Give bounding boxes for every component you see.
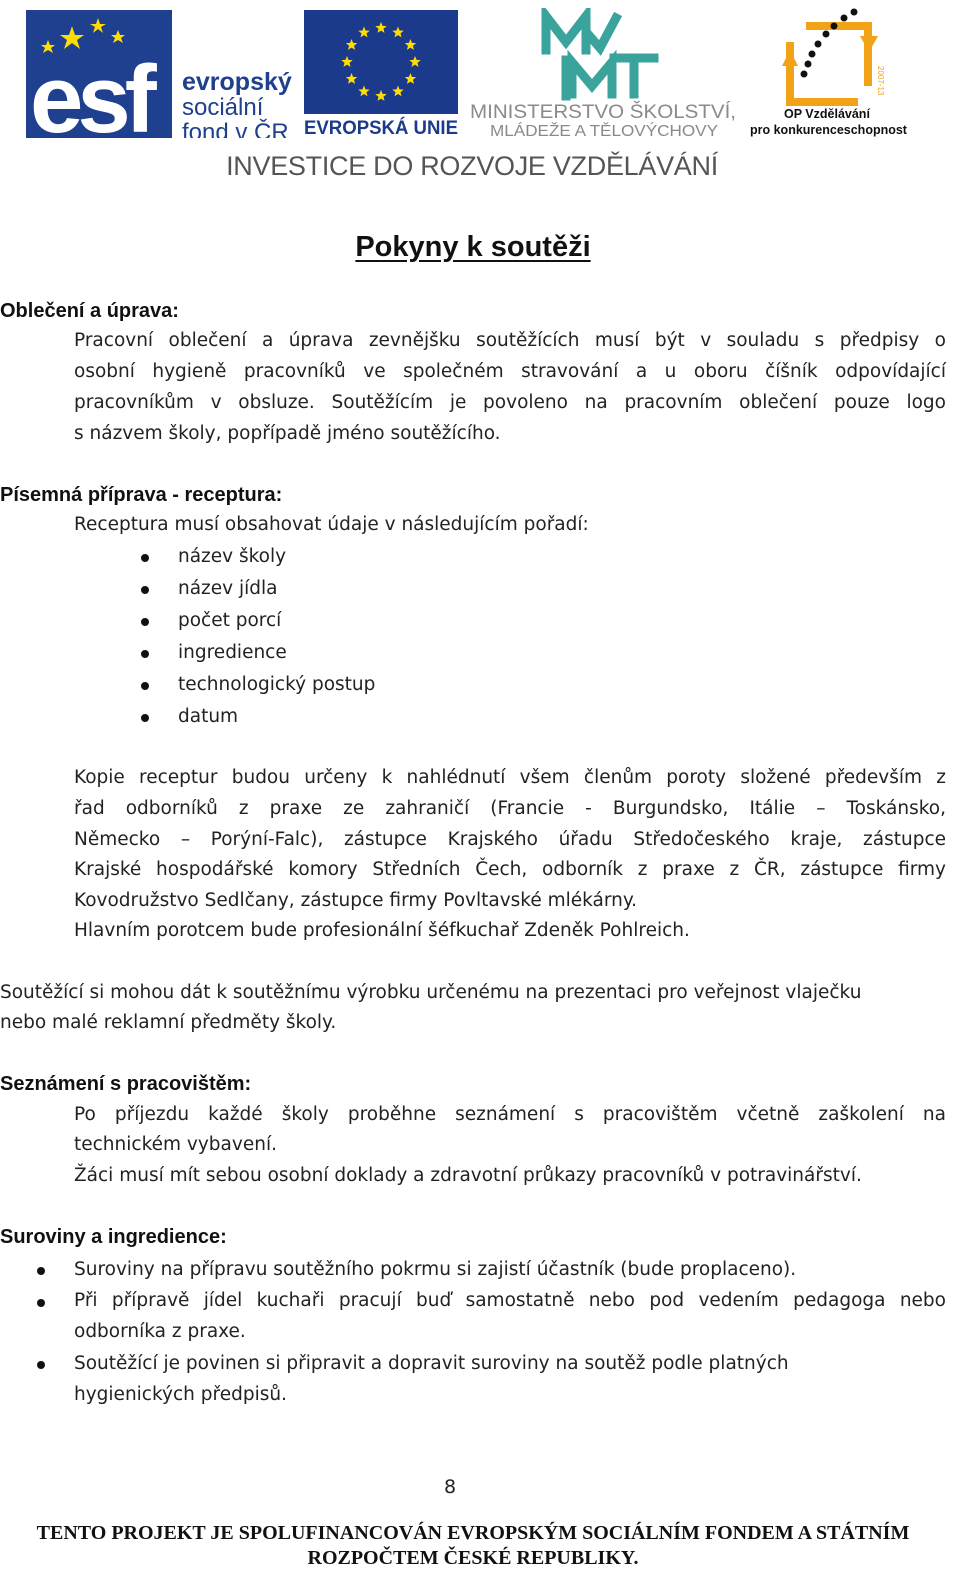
- msmt-logo: [468, 8, 742, 138]
- op-line1: OP Vzdělávání: [784, 107, 870, 121]
- bullet-icon: [37, 1267, 45, 1275]
- list-item: Suroviny na přípravu soutěžního pokrmu si zajistí účastník (bude proplaceno).: [74, 1259, 797, 1280]
- investice-banner: INVESTICE DO ROZVOJE VZDĚLÁVÁNÍ: [226, 151, 718, 181]
- list-item-continuation: odborníka z praxe.: [74, 1321, 246, 1342]
- op-logo-graphic: [748, 6, 920, 138]
- paragraph-line: nebo malé reklamní předměty školy.: [0, 1012, 337, 1033]
- paragraph-line: Kovodružstvo Sedlčany, zástupce firmy Povltavské mlékárny.: [74, 890, 638, 911]
- esf-line2: sociální: [182, 94, 264, 121]
- page-title-text: Pokyny k soutěži: [355, 231, 591, 263]
- msmt-logo-graphic: [468, 8, 742, 138]
- paragraph-line: Po příjezdu každé školy proběhne seznámení s pracovištěm včetně zaškolení na: [74, 1104, 946, 1125]
- eu-logo: [304, 10, 458, 138]
- bullet-icon: [37, 1299, 45, 1307]
- op-logo: [748, 6, 920, 138]
- esf-logo: [26, 10, 292, 138]
- bullet-icon: [141, 682, 149, 690]
- footer-line: ROZPOČTEM ČESKÉ REPUBLIKY.: [307, 1547, 639, 1569]
- list-item: Soutěžící je povinen si připravit a dopravit suroviny na soutěž podle platných: [74, 1353, 789, 1374]
- list-item: název jídla: [178, 578, 278, 599]
- page-number: 8: [443, 1476, 457, 1498]
- bullet-icon: [141, 714, 149, 722]
- section-heading-obleceni: Oblečení a úprava:: [0, 300, 179, 322]
- op-line2: pro konkurenceschopnost: [750, 123, 907, 137]
- paragraph-line: Německo – Porýní-Falc), zástupce Krajského úřadu Středočeského kraje, zástupce: [74, 829, 946, 850]
- section-heading-suroviny: Suroviny a ingredience:: [0, 1226, 227, 1248]
- list-item: technologický postup: [178, 674, 376, 695]
- msmt-line1: MINISTERSTVO ŠKOLSTVÍ,: [470, 102, 716, 123]
- esf-line1: evropský: [182, 68, 292, 96]
- section-heading-seznameni: Seznámení s pracovištěm:: [0, 1073, 252, 1095]
- paragraph-line: pracovníkům v obsluze. Soutěžícím je povoleno na pracovním oblečení pouze logo: [74, 392, 946, 413]
- paragraph-line: s názvem školy, popřípadě jméno soutěžícího.: [74, 423, 501, 444]
- section-heading-receptura: Písemná příprava - receptura:: [0, 484, 283, 506]
- paragraph-line: Soutěžící si mohou dát k soutěžnímu výrobku určenému na prezentaci pro veřejnost vlaječku: [0, 982, 862, 1003]
- eu-flag: [304, 10, 458, 138]
- esf-logo-graphic: [26, 10, 292, 138]
- eu-caption: EVROPSKÁ UNIE: [304, 118, 458, 138]
- paragraph-line: technickém vybavení.: [74, 1134, 277, 1155]
- receptura-intro: Receptura musí obsahovat údaje v následujícím pořadí:: [74, 514, 589, 535]
- footer-line: TENTO PROJEKT JE SPOLUFINANCOVÁN EVROPSKÝM SOCIÁLNÍM FONDEM A STÁTNÍM: [36, 1522, 910, 1544]
- bullet-icon: [141, 586, 149, 594]
- list-item: Při přípravě jídel kuchaři pracují buď samostatně nebo pod vedením pedagoga nebo: [74, 1290, 946, 1311]
- paragraph-line: osobní hygieně pracovníků ve společném stravování a u oboru číšník odpovídající: [74, 361, 946, 382]
- msmt-line2: MLÁDEŽE A TĚLOVÝCHOVY: [490, 123, 704, 138]
- list-item: datum: [178, 706, 239, 727]
- page-title: [0, 231, 946, 264]
- bullet-icon: [37, 1361, 45, 1369]
- paragraph-line: Krajské hospodářské komory Středních Čech, odborník z praxe z ČR, zástupce firmy: [74, 859, 946, 880]
- list-item: ingredience: [178, 642, 287, 663]
- paragraph-line: řad odborníků z praxe ze zahraničí (Francie - Burgundsko, Itálie – Toskánsko,: [74, 798, 946, 819]
- paragraph-line: Žáci musí mít sebou osobní doklady a zdravotní průkazy pracovníků v potravinářství.: [74, 1165, 862, 1186]
- list-item: název školy: [178, 546, 287, 567]
- bullet-icon: [141, 650, 149, 658]
- list-item: počet porcí: [178, 610, 282, 631]
- op-years: 2007-13: [876, 66, 885, 96]
- bullet-icon: [141, 618, 149, 626]
- paragraph-line: Pracovní oblečení a úprava zevnějšku soutěžících musí být v souladu s předpisy o: [74, 330, 946, 351]
- bullet-icon: [141, 554, 149, 562]
- esf-line3: fond v ČR: [182, 119, 289, 138]
- list-item-continuation: hygienických předpisů.: [74, 1384, 287, 1405]
- jury-line: Hlavním porotcem bude profesionální šéfkuchař Zdeněk Pohlreich.: [74, 920, 690, 941]
- paragraph-line: Kopie receptur budou určeny k nahlédnutí všem členům poroty složené především z: [74, 767, 946, 788]
- esf-mark: esf: [30, 46, 151, 138]
